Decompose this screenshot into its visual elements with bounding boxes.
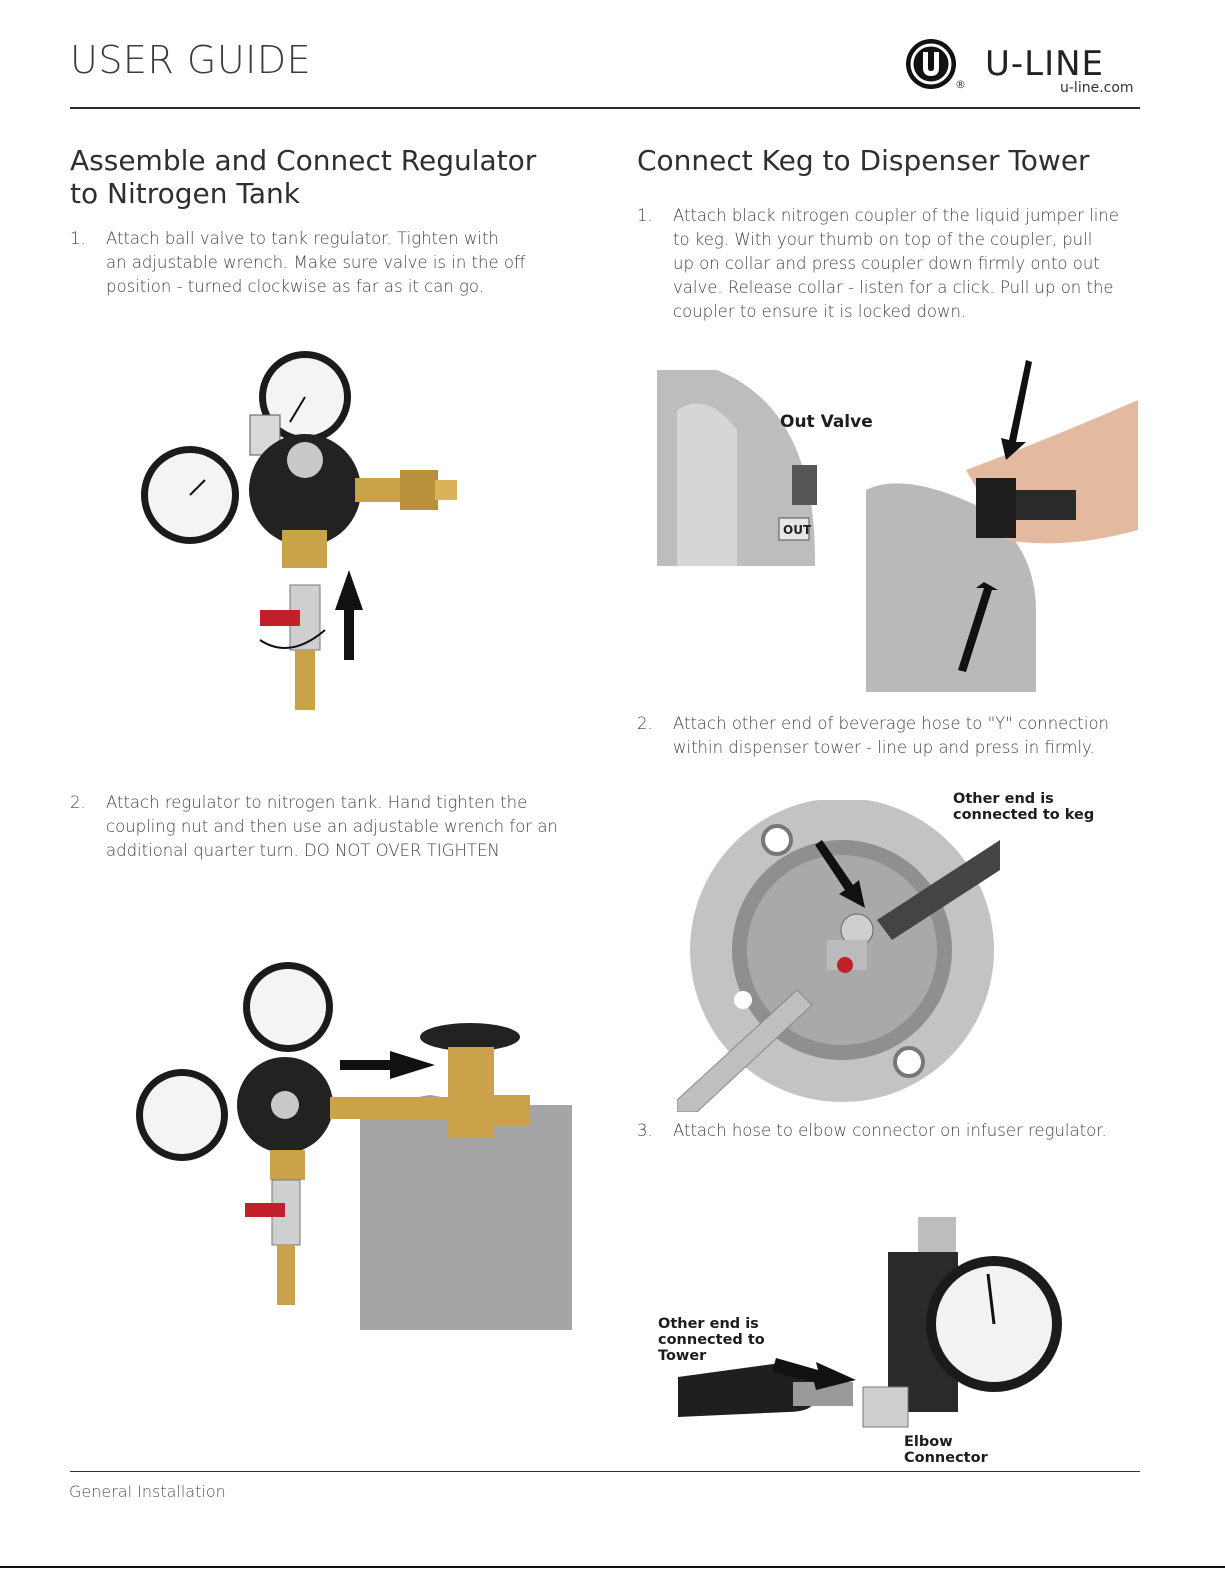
step-number: 3. (637, 1121, 653, 1140)
step-text-line: additional quarter turn. DO NOT OVER TIGHTEN (106, 841, 500, 860)
regulator-on-tank-photo (130, 955, 580, 1335)
callout-line: connected to keg (953, 807, 1095, 823)
right-heading-text: Connect Keg to Dispenser Tower (637, 144, 1090, 177)
step-text-line: Attach other end of beverage hose to "Y" connection (673, 714, 1110, 733)
step-text-line: an adjustable wrench. Make sure valve is in the off (106, 253, 526, 272)
step-number: 2. (70, 793, 86, 812)
footer-section-label: General Installation (69, 1482, 226, 1501)
dispenser-tower-y-connection-photo (677, 800, 1007, 1112)
keg-coupler-hand-photo (866, 350, 1141, 692)
elbow-callout (904, 1434, 988, 1466)
right-step-3 (637, 1119, 1157, 1145)
keg-out-valve-photo (657, 370, 817, 566)
left-heading-line1: Assemble and Connect Regulator (70, 144, 537, 177)
step-text-line: to keg. With your thumb on top of the coupler, pull (673, 230, 1093, 249)
step-number: 1. (70, 229, 86, 248)
out-valve-label: Out Valve (780, 412, 873, 432)
step-text-line: within dispenser tower - line up and press in firmly. (673, 738, 1095, 757)
right-step-1 (637, 204, 1157, 328)
out-stamp-label: OUT (783, 523, 812, 537)
registered-mark: ® (955, 78, 966, 91)
step-text-line: Attach regulator to nitrogen tank. Hand tighten the (106, 793, 528, 812)
left-step-1 (70, 227, 580, 307)
step-text-line: valve. Release collar - listen for a click. Pull up on the (673, 278, 1114, 297)
step-text-line: up on collar and press coupler down firmly onto out (673, 254, 1100, 273)
callout-line: connected to (658, 1332, 765, 1348)
header-divider (70, 107, 1140, 109)
step-text-line: Attach ball valve to tank regulator. Tighten with (106, 229, 499, 248)
website-url: u-line.com (1060, 80, 1134, 96)
step-text-line: Attach hose to elbow connector on infuser regulator. (673, 1121, 1107, 1140)
brand-name: U-LINE (985, 44, 1105, 84)
uline-logo-icon (905, 38, 957, 90)
right-section-heading (637, 144, 1157, 177)
tower-callout (658, 1316, 765, 1364)
left-section-heading (70, 144, 590, 210)
page-bottom-border (0, 1566, 1225, 1568)
callout-line: Tower (658, 1348, 707, 1364)
step-text-line: coupler to ensure it is locked down. (673, 302, 967, 321)
step-text-line: coupling nut and then use an adjustable wrench for an (106, 817, 558, 836)
step-text-line: position - turned clockwise as far as it can go. (106, 277, 484, 296)
step-text-line: Attach black nitrogen coupler of the liquid jumper line (673, 206, 1119, 225)
left-step-2 (70, 791, 590, 871)
regulator-ball-valve-photo (130, 340, 490, 730)
callout-line: Connector (904, 1450, 988, 1466)
callout-line: Elbow (904, 1434, 953, 1450)
step-number: 1. (637, 206, 653, 225)
right-step-2 (637, 712, 1157, 762)
footer-divider (70, 1471, 1140, 1472)
callout-line: Other end is (953, 791, 1054, 807)
left-heading-line2: to Nitrogen Tank (70, 177, 300, 210)
step-number: 2. (637, 714, 653, 733)
page-title: USER GUIDE (70, 38, 312, 82)
callout-line: Other end is (658, 1316, 759, 1332)
